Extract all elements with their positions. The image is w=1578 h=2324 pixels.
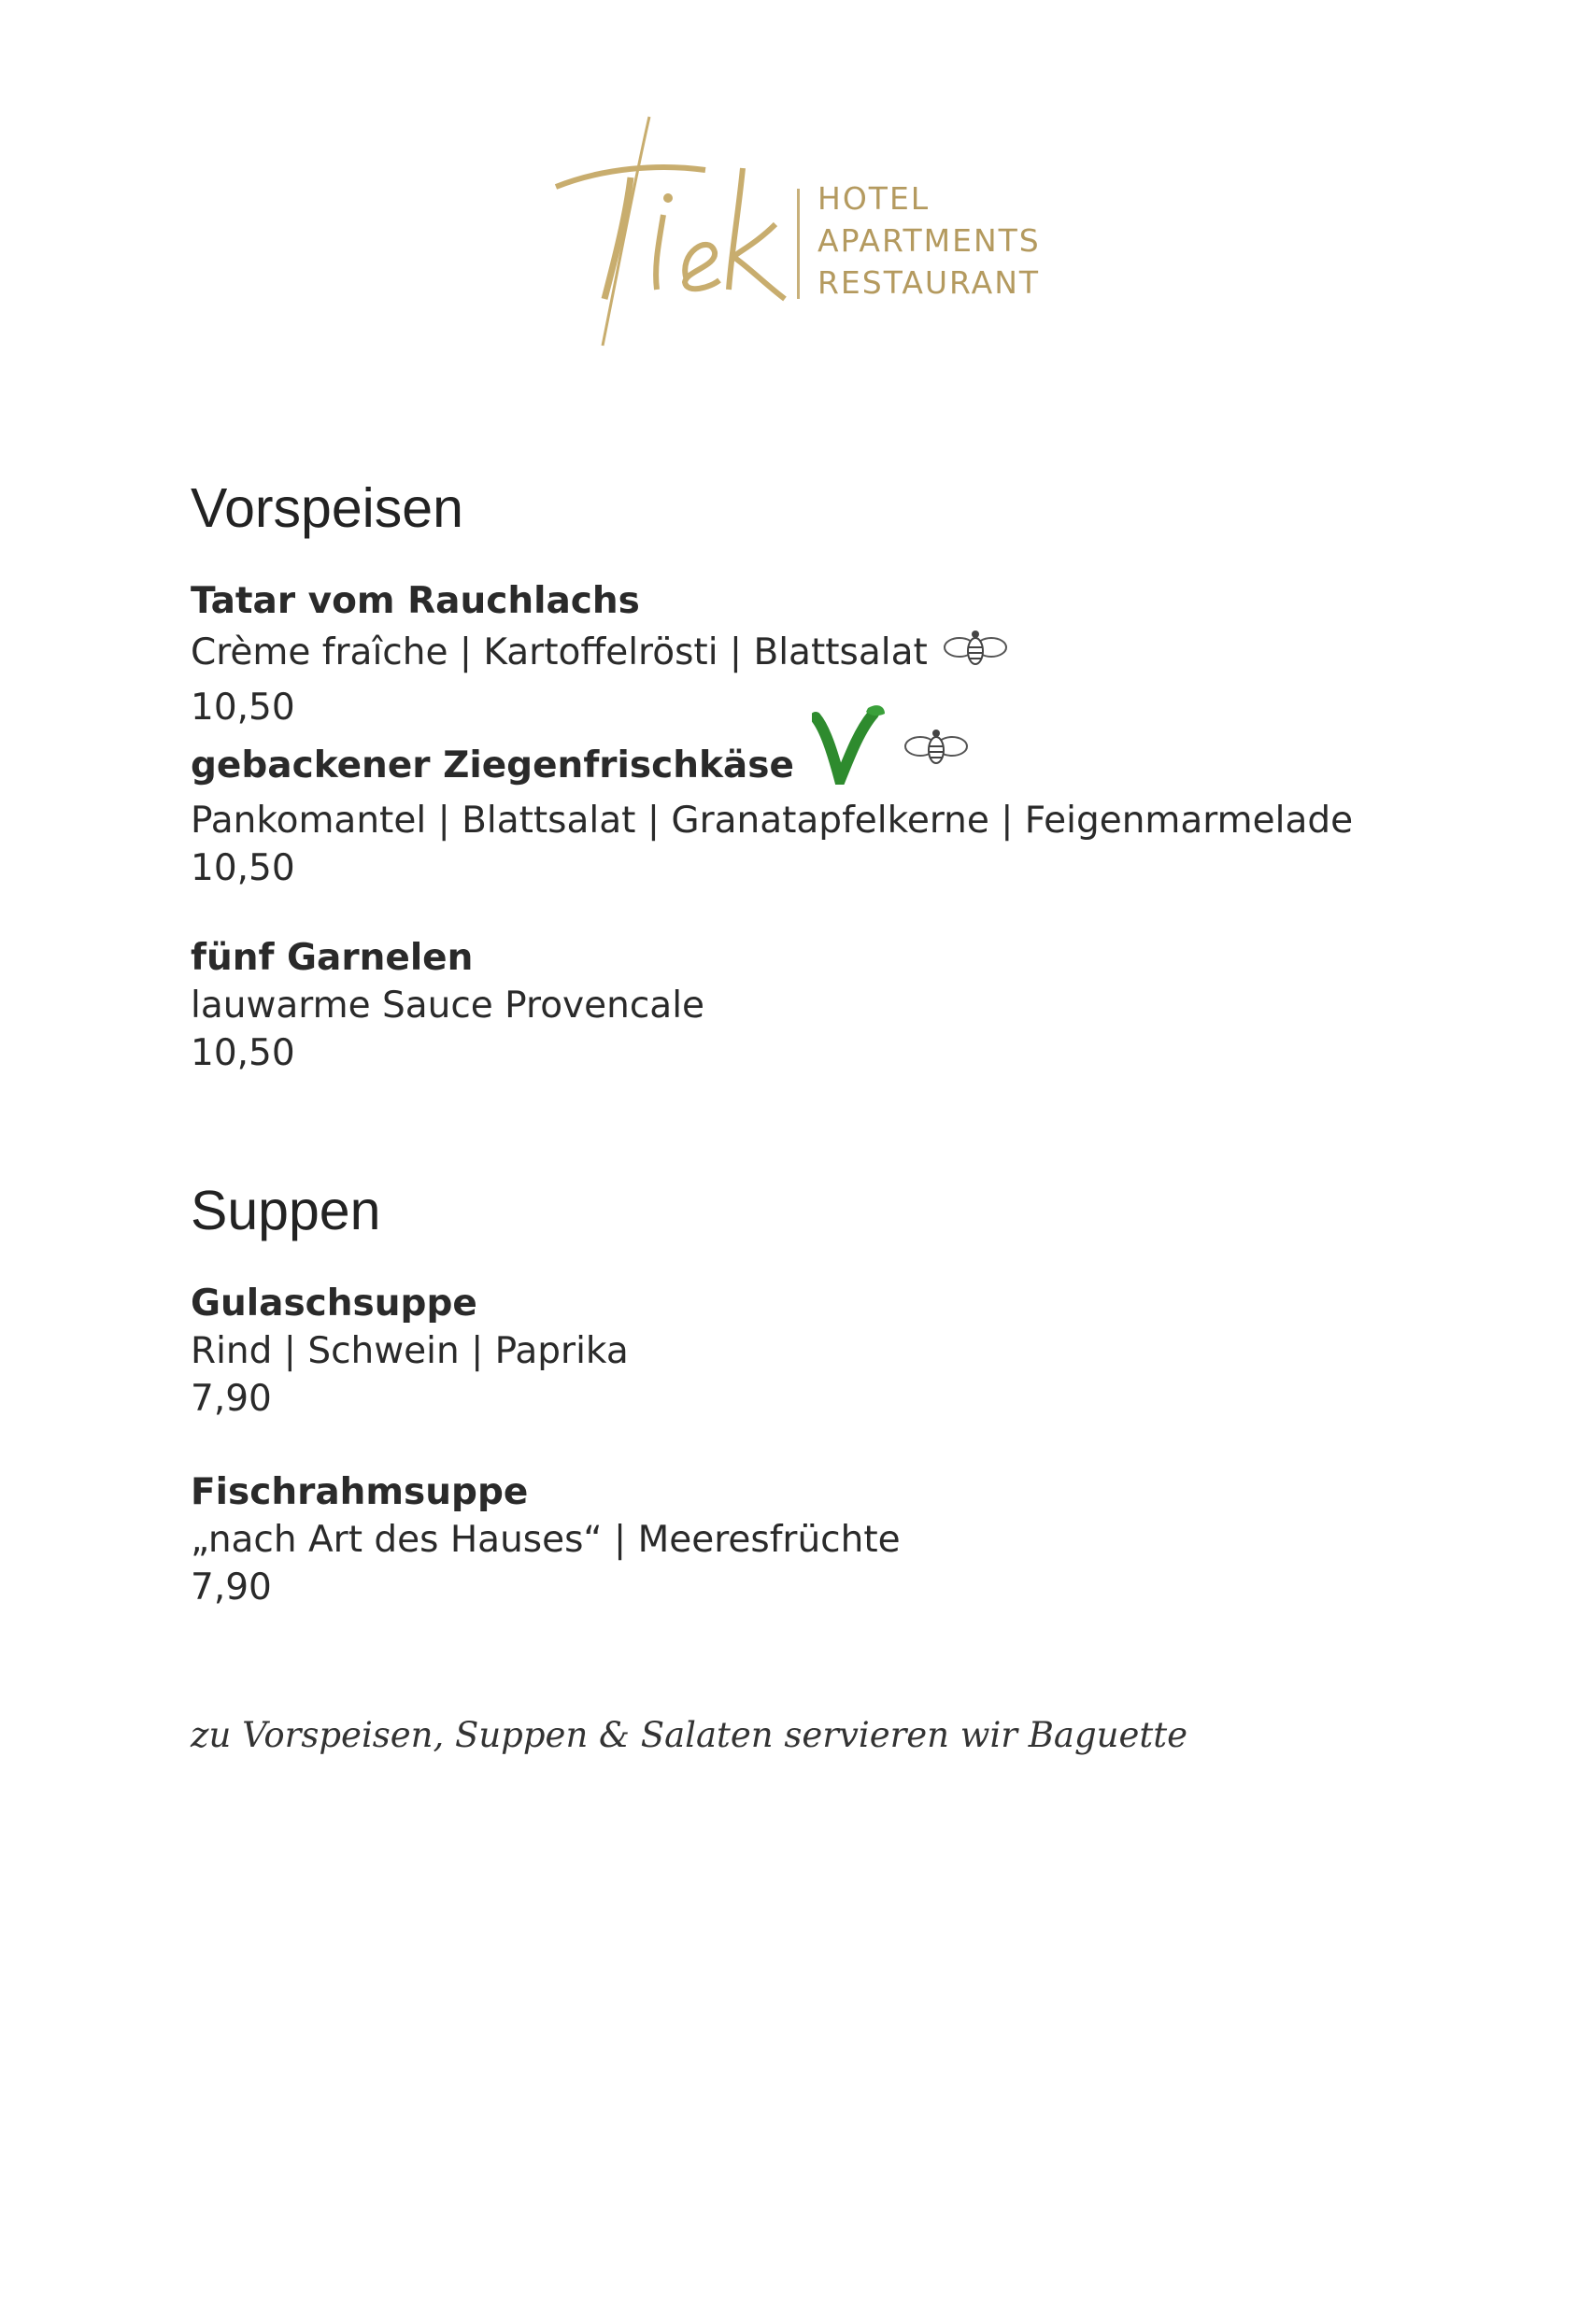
- hotel-logo: [547, 112, 1051, 355]
- item-name: fünf Garnelen: [191, 937, 474, 979]
- section-title-vorspeisen: Vorspeisen: [191, 477, 463, 539]
- item-name: Tatar vom Rauchlachs: [191, 580, 640, 622]
- menu-item: [191, 577, 1012, 731]
- menu-item: [191, 1468, 901, 1611]
- item-name: Gulaschsuppe: [191, 1282, 477, 1325]
- logo-line-hotel: HOTEL: [817, 180, 931, 217]
- item-description: Pankomantel | Blattsalat | Granatapfelkerne | Feigenmarmelade: [191, 800, 1354, 842]
- item-price: 10,50: [191, 1032, 295, 1074]
- item-description-text: Crème fraîche | Kartoffelrösti | Blattsalat: [191, 631, 928, 673]
- item-price: 10,50: [191, 847, 295, 889]
- item-description: [191, 625, 1012, 684]
- item-price: 7,90: [191, 1566, 272, 1608]
- logo-divider: [797, 189, 800, 299]
- item-price: 10,50: [191, 687, 295, 729]
- logo-text-lines: [817, 177, 1041, 304]
- menu-item: [191, 934, 704, 1077]
- menu-item: [191, 738, 1353, 892]
- logo-line-restaurant: RESTAURANT: [817, 264, 1041, 301]
- vegetarian-v-icon: [812, 701, 887, 797]
- item-name-row: [191, 738, 1353, 797]
- menu-item: [191, 1280, 629, 1423]
- logo-script-wordmark: [547, 112, 799, 355]
- logo-line-apartments: APARTMENTS: [817, 222, 1041, 259]
- item-description: lauwarme Sauce Provencale: [191, 985, 705, 1027]
- item-description: „nach Art des Hauses“ | Meeresfrüchte: [191, 1519, 901, 1561]
- item-name: Fischrahmsuppe: [191, 1471, 529, 1513]
- item-name: gebackener Ziegenfrischkäse: [191, 744, 794, 786]
- footer-note: zu Vorspeisen, Suppen & Salaten servieren wir Baguette: [191, 1715, 1188, 1755]
- item-price: 7,90: [191, 1378, 272, 1420]
- bee-icon: [939, 625, 1012, 684]
- bee-icon: [900, 724, 973, 783]
- item-description: Rind | Schwein | Paprika: [191, 1330, 629, 1372]
- section-title-suppen: Suppen: [191, 1180, 381, 1241]
